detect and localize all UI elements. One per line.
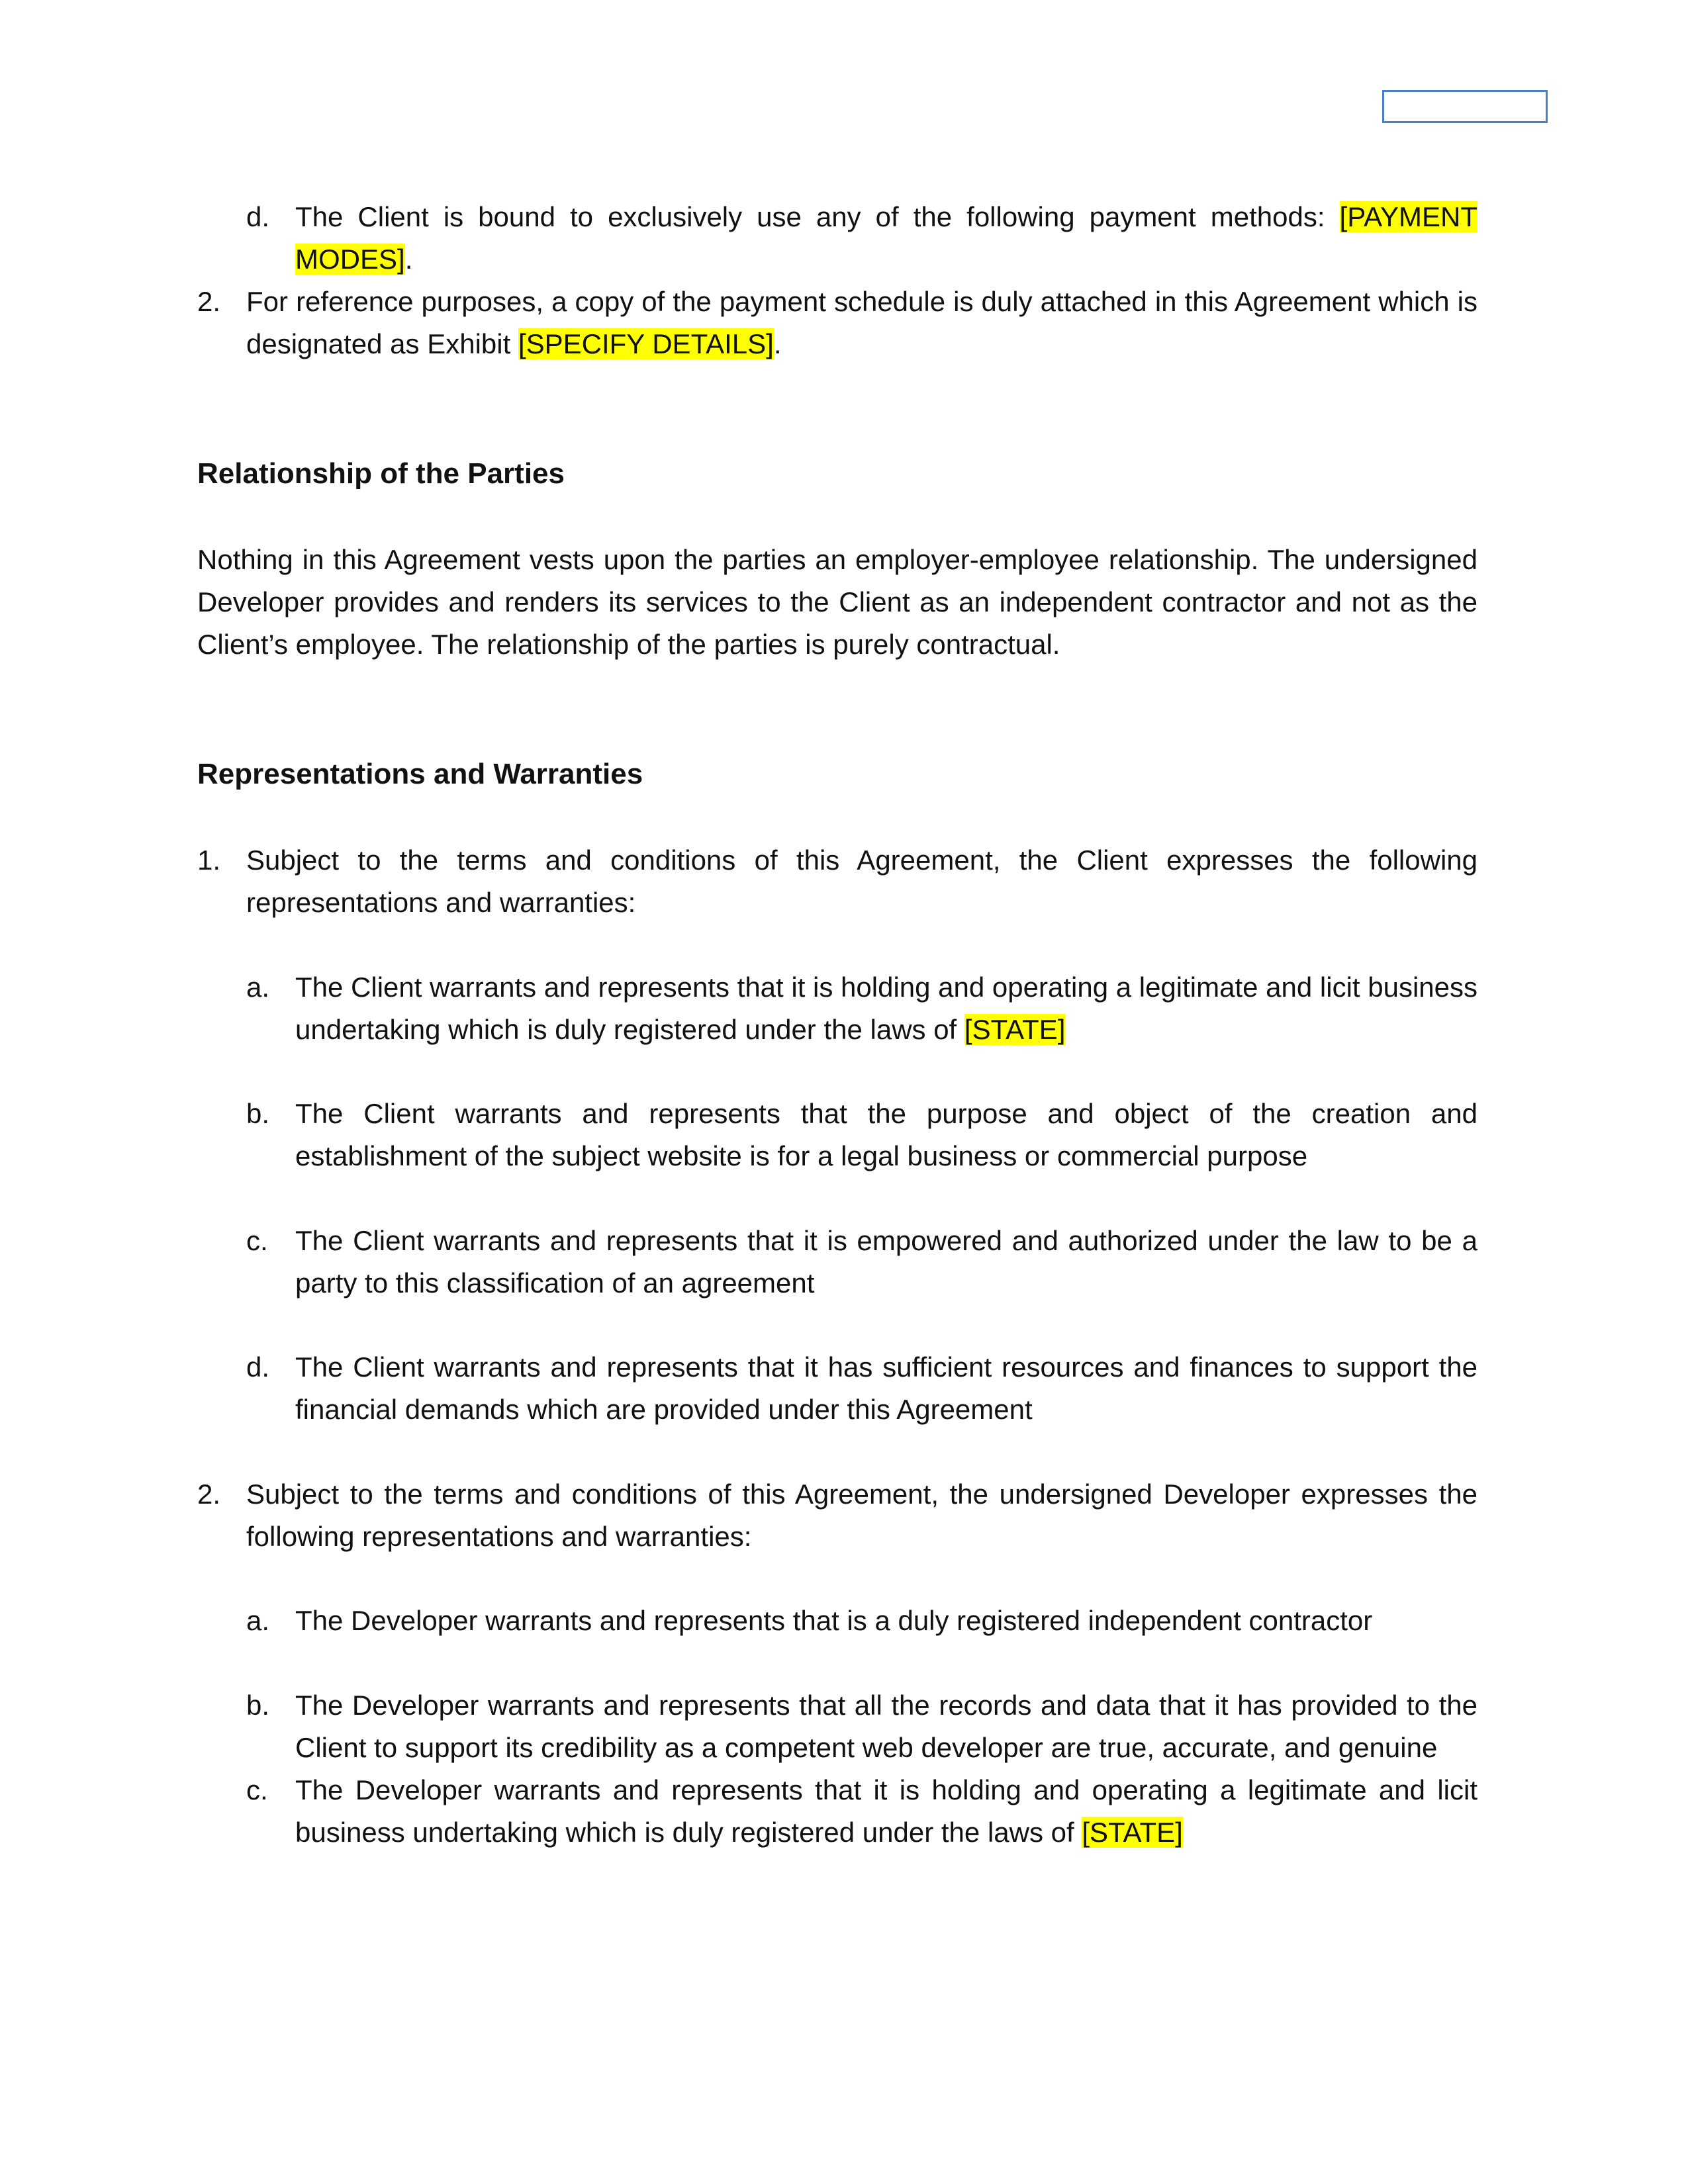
- placeholder-highlight: [SPECIFY DETAILS]: [518, 328, 774, 359]
- list-marker: a.: [246, 1605, 270, 1636]
- list-item-client-b: [246, 1093, 1477, 1177]
- list-item-payment-schedule: 2. For reference purposes, a copy of the payment schedule is duly attached in this Agreement which is designated as Exhibit [SPECIFY DETAILS].: [197, 281, 1477, 365]
- list-item-text: The Developer warrants and represents that is a duly registered independent contractor: [295, 1605, 1373, 1636]
- list-item-payment-methods: d. The Client is bound to exclusively use any of the following payment methods: [PAYMENT MODES].: [246, 196, 1477, 281]
- placeholder-highlight: [STATE]: [1082, 1817, 1183, 1848]
- list-marker: c.: [246, 1225, 268, 1256]
- list-item-client-a: [246, 966, 1477, 1051]
- list-item-text: The Client warrants and represents that the purpose and object of the creation and establishment of the subject website is for a legal business or commercial purpose: [295, 1098, 1477, 1171]
- list-item-text: For reference purposes, a copy of the payment schedule is duly attached in this Agreement which is designated as Exhibit: [246, 286, 1477, 359]
- list-item-client-representations: [197, 839, 1477, 924]
- list-item-text: The Client warrants and represents that it is holding and operating a legitimate and licit business undertaking which is duly registered under the laws of: [295, 972, 1478, 1045]
- list-marker: 2.: [197, 1479, 221, 1510]
- placeholder-highlight: [PAYMENT MODES]: [295, 201, 1477, 275]
- list-marker: d.: [246, 201, 270, 232]
- list-item-developer-representations: [197, 1473, 1477, 1558]
- relationship-paragraph: Nothing in this Agreement vests upon the parties an employer-employee relationship. The undersigned Developer provides and renders its services to the Client as an independent contractor and not as the Client’s employee. The relationship of the parties is purely contractual.: [197, 544, 1477, 660]
- list-item-text: Subject to the terms and conditions of this Agreement, the undersigned Developer expresses the following representations and warranties:: [246, 1479, 1477, 1552]
- list-item-client-d: [246, 1346, 1477, 1431]
- list-marker: d.: [246, 1351, 270, 1383]
- section-heading-representations: Representations and Warranties: [197, 758, 643, 790]
- list-item-text: The Client warrants and represents that it is empowered and authorized under the law to be a party to this classification of an agreement: [295, 1225, 1477, 1298]
- list-marker: a.: [246, 972, 270, 1003]
- list-item-text: The Developer warrants and represents that it is holding and operating a legitimate and licit business undertaking which is duly registered under the laws of: [295, 1774, 1477, 1848]
- list-item-client-c: [246, 1220, 1477, 1304]
- list-item-developer-a: [246, 1600, 1477, 1642]
- section-heading-relationship: Relationship of the Parties: [197, 457, 565, 490]
- list-marker: 2.: [197, 286, 221, 317]
- list-item-text: The Developer warrants and represents that all the records and data that it has provided to the Client to support its credibility as a competent web developer are true, accurate, and genuine: [295, 1690, 1477, 1763]
- list-item-text: The Client is bound to exclusively use any of the following payment methods:: [295, 201, 1340, 232]
- list-item-developer-c: [246, 1769, 1477, 1854]
- placeholder-highlight: [STATE]: [964, 1014, 1066, 1045]
- list-item-text: The Client warrants and represents that it has sufficient resources and finances to support the financial demands which are provided under this Agreement: [295, 1351, 1477, 1425]
- list-item-developer-b: [246, 1684, 1477, 1769]
- header-field-box: [1382, 90, 1548, 123]
- list-marker: b.: [246, 1098, 270, 1129]
- list-item-text: Subject to the terms and conditions of this Agreement, the Client expresses the following representations and warranties:: [246, 844, 1477, 918]
- list-marker: 1.: [197, 844, 221, 876]
- list-marker: c.: [246, 1774, 268, 1805]
- list-marker: b.: [246, 1690, 270, 1721]
